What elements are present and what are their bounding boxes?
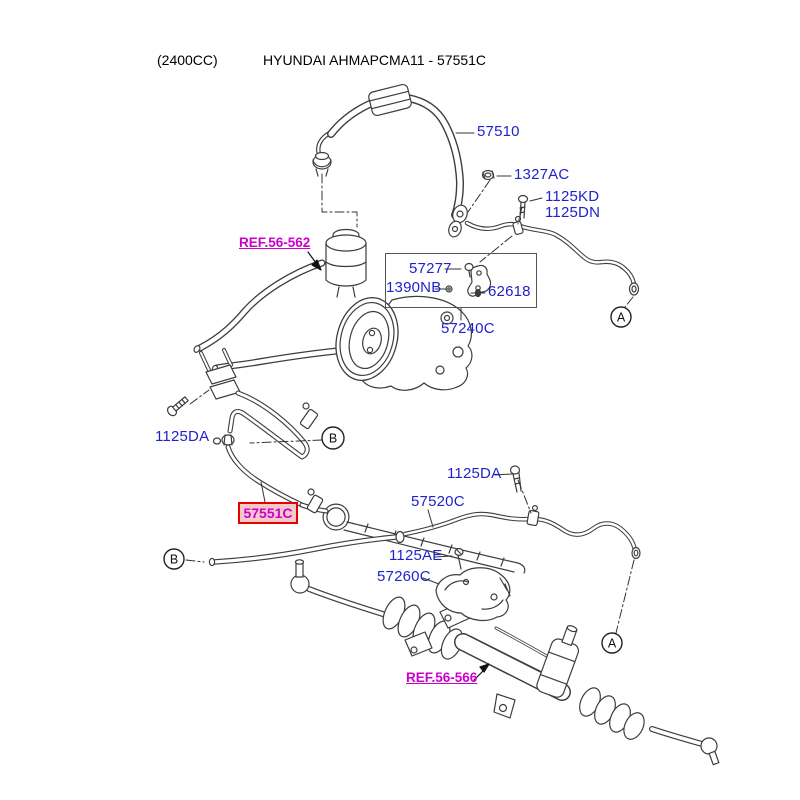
part-label-1327AC[interactable]: 1327AC (514, 166, 570, 183)
part-label-57520C[interactable]: 57520C (411, 493, 465, 510)
part-label-57260C[interactable]: 57260C (377, 568, 431, 585)
engine-size-label: (2400CC) (157, 52, 218, 68)
part-label-57277[interactable]: 57277 (409, 260, 452, 277)
part-label-1125DA-left[interactable]: 1125DA (155, 428, 210, 445)
highlighted-part-label-57551C[interactable]: 57551C (238, 502, 298, 524)
part-label-57510[interactable]: 57510 (477, 123, 520, 140)
part-label-1125KD[interactable]: 1125KD (545, 188, 600, 205)
marker-B-mid (322, 427, 344, 449)
marker-A-bottom (602, 633, 622, 653)
diagram-title: HYUNDAI AHMAPCMA11 - 57551C (263, 52, 487, 68)
marker-A-top-letter: A (616, 310, 626, 325)
part-label-57240C[interactable]: 57240C (441, 320, 495, 337)
part-label-62618[interactable]: 62618 (488, 283, 531, 300)
marker-B-bottom (164, 549, 184, 569)
part-label-1390NB[interactable]: 1390NB (386, 279, 442, 296)
hose-cushion (368, 84, 413, 117)
pressure-hose-57510-drawing (313, 84, 470, 239)
part-label-1125AE[interactable]: 1125AE (389, 547, 443, 564)
marker-A-top (611, 307, 631, 327)
marker-B-bottom-letter: B (169, 552, 179, 567)
ref-label-pump-56-562[interactable]: REF.56-562 (239, 235, 311, 250)
hose-end-bracket (447, 203, 470, 238)
ref-label-gear-56-566[interactable]: REF.56-566 (406, 670, 478, 685)
part-label-1125DA-right[interactable]: 1125DA (447, 465, 502, 482)
part-label-1125DN[interactable]: 1125DN (545, 204, 601, 221)
marker-A-bottom-letter: A (607, 636, 617, 651)
marker-B-mid-letter: B (328, 431, 338, 446)
